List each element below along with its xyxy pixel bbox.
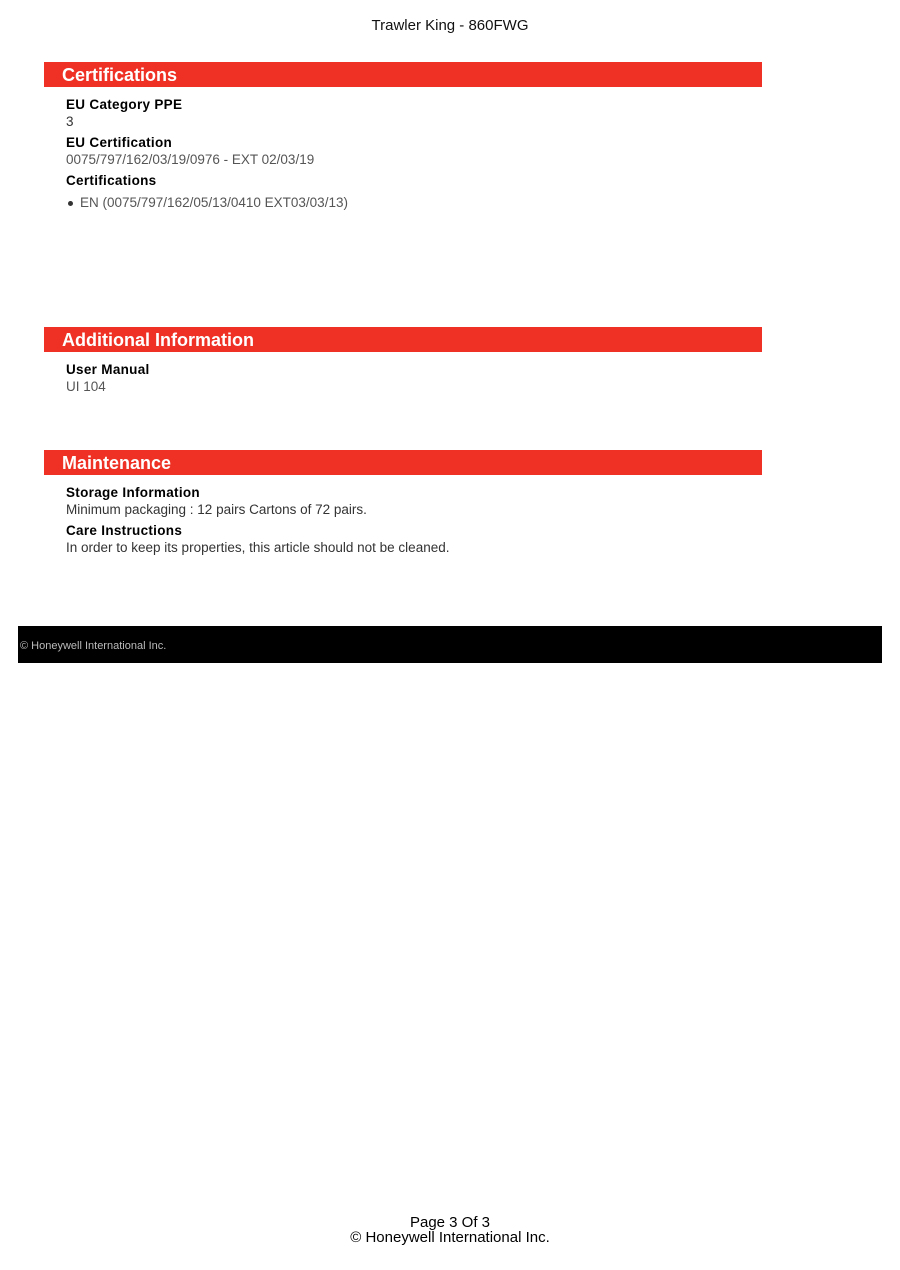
certifications-list-field — [66, 173, 156, 189]
user-manual-field — [66, 362, 150, 395]
certifications-heading: Certifications — [62, 65, 178, 85]
eu-category-value: 3 — [66, 114, 74, 129]
eu-category-field — [66, 97, 182, 130]
footer-band — [18, 626, 882, 663]
certifications-list — [66, 195, 348, 211]
additional-info-section-header — [44, 327, 762, 352]
certification-item-text: EN (0075/797/162/05/13/0410 EXT03/03/13) — [80, 195, 348, 210]
user-manual-label: User Manual — [66, 362, 150, 377]
eu-certification-label: EU Certification — [66, 135, 173, 150]
care-instructions-label: Care Instructions — [66, 523, 183, 538]
maintenance-section-header — [44, 450, 762, 475]
footer-band-copyright: © Honeywell International Inc. — [20, 640, 167, 652]
storage-info-label: Storage Information — [66, 485, 200, 500]
list-item — [66, 195, 348, 211]
care-instructions-value: In order to keep its properties, this article should not be cleaned. — [66, 540, 450, 555]
maintenance-heading: Maintenance — [62, 453, 172, 473]
eu-certification-field — [66, 135, 314, 168]
page-number: Page 3 Of 3 — [409, 1214, 491, 1231]
storage-info-field — [66, 485, 367, 518]
certifications-section-header — [44, 62, 762, 87]
eu-certification-value: 0075/797/162/03/19/0976 - EXT 02/03/19 — [66, 152, 315, 167]
care-instructions-field — [66, 523, 449, 556]
page-footer-copyright: © Honeywell International Inc. — [350, 1229, 550, 1246]
eu-category-label: EU Category PPE — [66, 97, 183, 112]
bullet-icon — [68, 201, 73, 206]
page-footer — [0, 1215, 900, 1245]
user-manual-value: UI 104 — [66, 379, 106, 394]
document-title: Trawler King - 860FWG — [371, 17, 529, 34]
storage-info-value: Minimum packaging : 12 pairs Cartons of 72 pairs. — [66, 502, 367, 517]
additional-info-heading: Additional Information — [62, 330, 254, 350]
certifications-list-label: Certifications — [66, 173, 157, 188]
